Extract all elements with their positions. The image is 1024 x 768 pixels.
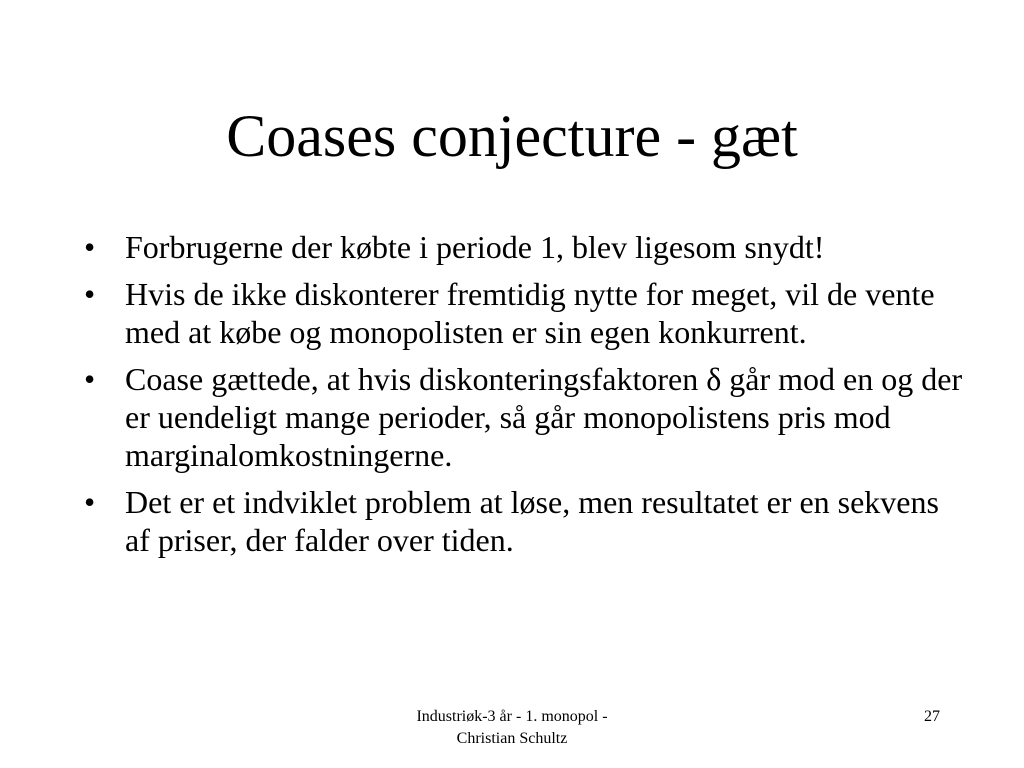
bullet-item <box>84 275 964 351</box>
slide-title: Coases conjecture - gæt <box>226 103 798 169</box>
page-number: 27 <box>924 708 940 725</box>
bullet-marker: • <box>84 484 96 520</box>
bullet-item <box>84 483 964 559</box>
footer-text <box>352 706 672 750</box>
footer-line-course: Industriøk-3 år - 1. monopol - <box>416 708 608 725</box>
bullet-marker: • <box>84 276 96 312</box>
bullet-marker: • <box>84 229 96 265</box>
bullet-text: Det er et indviklet problem at løse, men resultatet er en sekvens af priser, der falder over tiden. <box>125 484 939 558</box>
bullet-text: Coase gættede, at hvis diskonteringsfaktoren δ går mod en og der er uendeligt mange perioder, så går monopolistens pris mod marginalomkostningerne. <box>125 361 963 473</box>
footer-line-author: Christian Schultz <box>456 730 568 747</box>
bullet-text: Forbrugerne der købte i periode 1, blev ligesom snydt! <box>125 229 825 265</box>
bullet-list <box>84 228 964 568</box>
bullet-item <box>84 228 964 266</box>
bullet-item <box>84 360 964 474</box>
bullet-text: Hvis de ikke diskonterer fremtidig nytte for meget, vil de vente med at købe og monopolisten er sin egen konkurrent. <box>125 276 935 350</box>
bullet-marker: • <box>84 361 96 397</box>
